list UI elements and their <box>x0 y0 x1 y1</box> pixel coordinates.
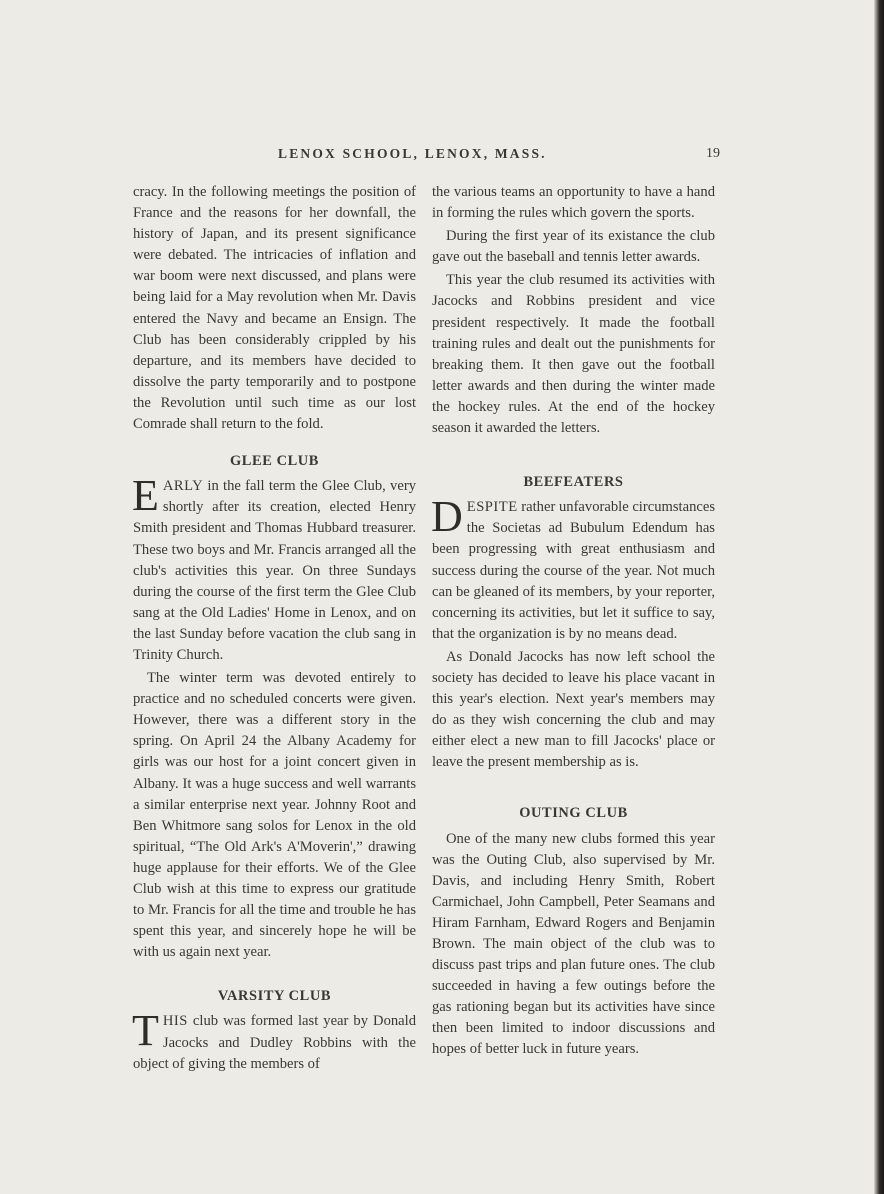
drop-cap-e: E <box>132 471 159 521</box>
continued-paragraph: cracy. In the following meetings the position of France and the reasons for her downfall, the history of Japan, and its present significance were debated. The intricacies of inflation and war boom were next discussed, and plans were being laid for a May revolution when Mr. Davis entered the Navy and became an Ensign. The Club has been considerably crippled by his departure, and its members have decided to dissolve the party temporarily and to postpone the Revolution until such time as our lost Comrade shall return to the fold. <box>133 184 416 433</box>
beefeaters-heading: BEEFEATERS <box>523 474 624 491</box>
beefeaters-paragraph-1-text: rather unfavorable circumstances the Societas ad Bubulum Edendum has been progressing with great enthusiasm and success during the course of the year. Not much can be gleaned of its members, by your reporter, concerning its activities, but let it suffice to say, that the organization is by no means dead. <box>432 499 715 642</box>
left-column <box>133 182 416 1075</box>
outing-club-heading: OUTING CLUB <box>519 805 628 822</box>
varsity-continued-paragraph: the various teams an opportunity to have a hand in forming the rules which govern the sports. <box>432 184 715 222</box>
drop-cap-d: D <box>431 492 463 542</box>
page-number: 19 <box>706 146 720 161</box>
glee-paragraph-1-text: in the fall term the Glee Club, very shortly after its creation, elected Henry Smith president and Thomas Hubbard treasurer. These two boys and Mr. Francis arranged all the club's activities this year. On three Sundays during the course of the first term the Glee Club sang at the Old Ladies' Home in Lenox, and on the last Sunday before vacation the club sang in Trinity Church. <box>133 478 416 663</box>
varsity-lead-word: HIS <box>162 1013 188 1030</box>
varsity-club-paragraph-1 <box>132 1006 416 1074</box>
right-column <box>432 182 715 1061</box>
page-edge <box>874 0 884 1194</box>
beefeaters-lead-word: ESPITE <box>466 499 518 516</box>
glee-club-paragraph-1 <box>132 471 416 666</box>
varsity-club-heading: VARSITY CLUB <box>217 988 332 1005</box>
drop-cap-t: T <box>132 1006 159 1056</box>
outing-club-paragraph-1: One of the many new clubs formed this year was the Outing Club, also supervised by Mr. Davis, and including Henry Smith, Robert Carmichael, John Campbell, Peter Seamans and Hiram Farnham, Edward Rogers and Benjamin Brown. The main object of the club was to discuss past trips and plan future ones. The club succeeded in having a few outings before the gas rationing began but its activities have since then been limited to indoor discussions and hopes of better luck in future years. <box>432 830 715 1058</box>
varsity-paragraph-3: This year the club resumed its activities with Jacocks and Robbins president and vice president respectively. It made the football training rules and dealt out the punishments for breaking them. It then gave out the football letter awards and then during the winter made the hockey rules. At the end of the hockey season it awarded the letters. <box>432 272 715 437</box>
glee-lead-word: ARLY <box>162 478 204 495</box>
varsity-paragraph-2: During the first year of its existance the club gave out the baseball and tennis letter awards. <box>432 228 715 266</box>
beefeaters-paragraph-1 <box>431 492 715 645</box>
page-header-title: LENOX SCHOOL, LENOX, MASS. <box>278 146 547 161</box>
glee-club-paragraph-2: The winter term was devoted entirely to practice and no scheduled concerts were given. However, there was a different story in the spring. On April 24 the Albany Academy for girls was our host for a joint concert given in Albany. It was a huge success and well warrants a similar enterprise next year. Johnny Root and Ben Whitmore sang solos for Lenox in the old spiritual, “The Old Ark's A'Moverin',” drawing huge applause for their efforts. We of the Glee Club wish at this time to express our gratitude to Mr. Francis for all the time and trouble he has spent this year, and sincerely hope he will be with us again next year. <box>133 670 416 961</box>
beefeaters-paragraph-2: As Donald Jacocks has now left school the society has decided to leave his place vacant in this year's election. Next year's members may do as they wish concerning the club and may either elect a new man to fill Jacocks' place or leave the present membership as is. <box>432 648 715 771</box>
varsity-paragraph-1-text: club was formed last year by Donald Jacocks and Dudley Robbins with the object of giving the members of <box>133 1013 416 1072</box>
glee-club-heading: GLEE CLUB <box>230 453 319 470</box>
